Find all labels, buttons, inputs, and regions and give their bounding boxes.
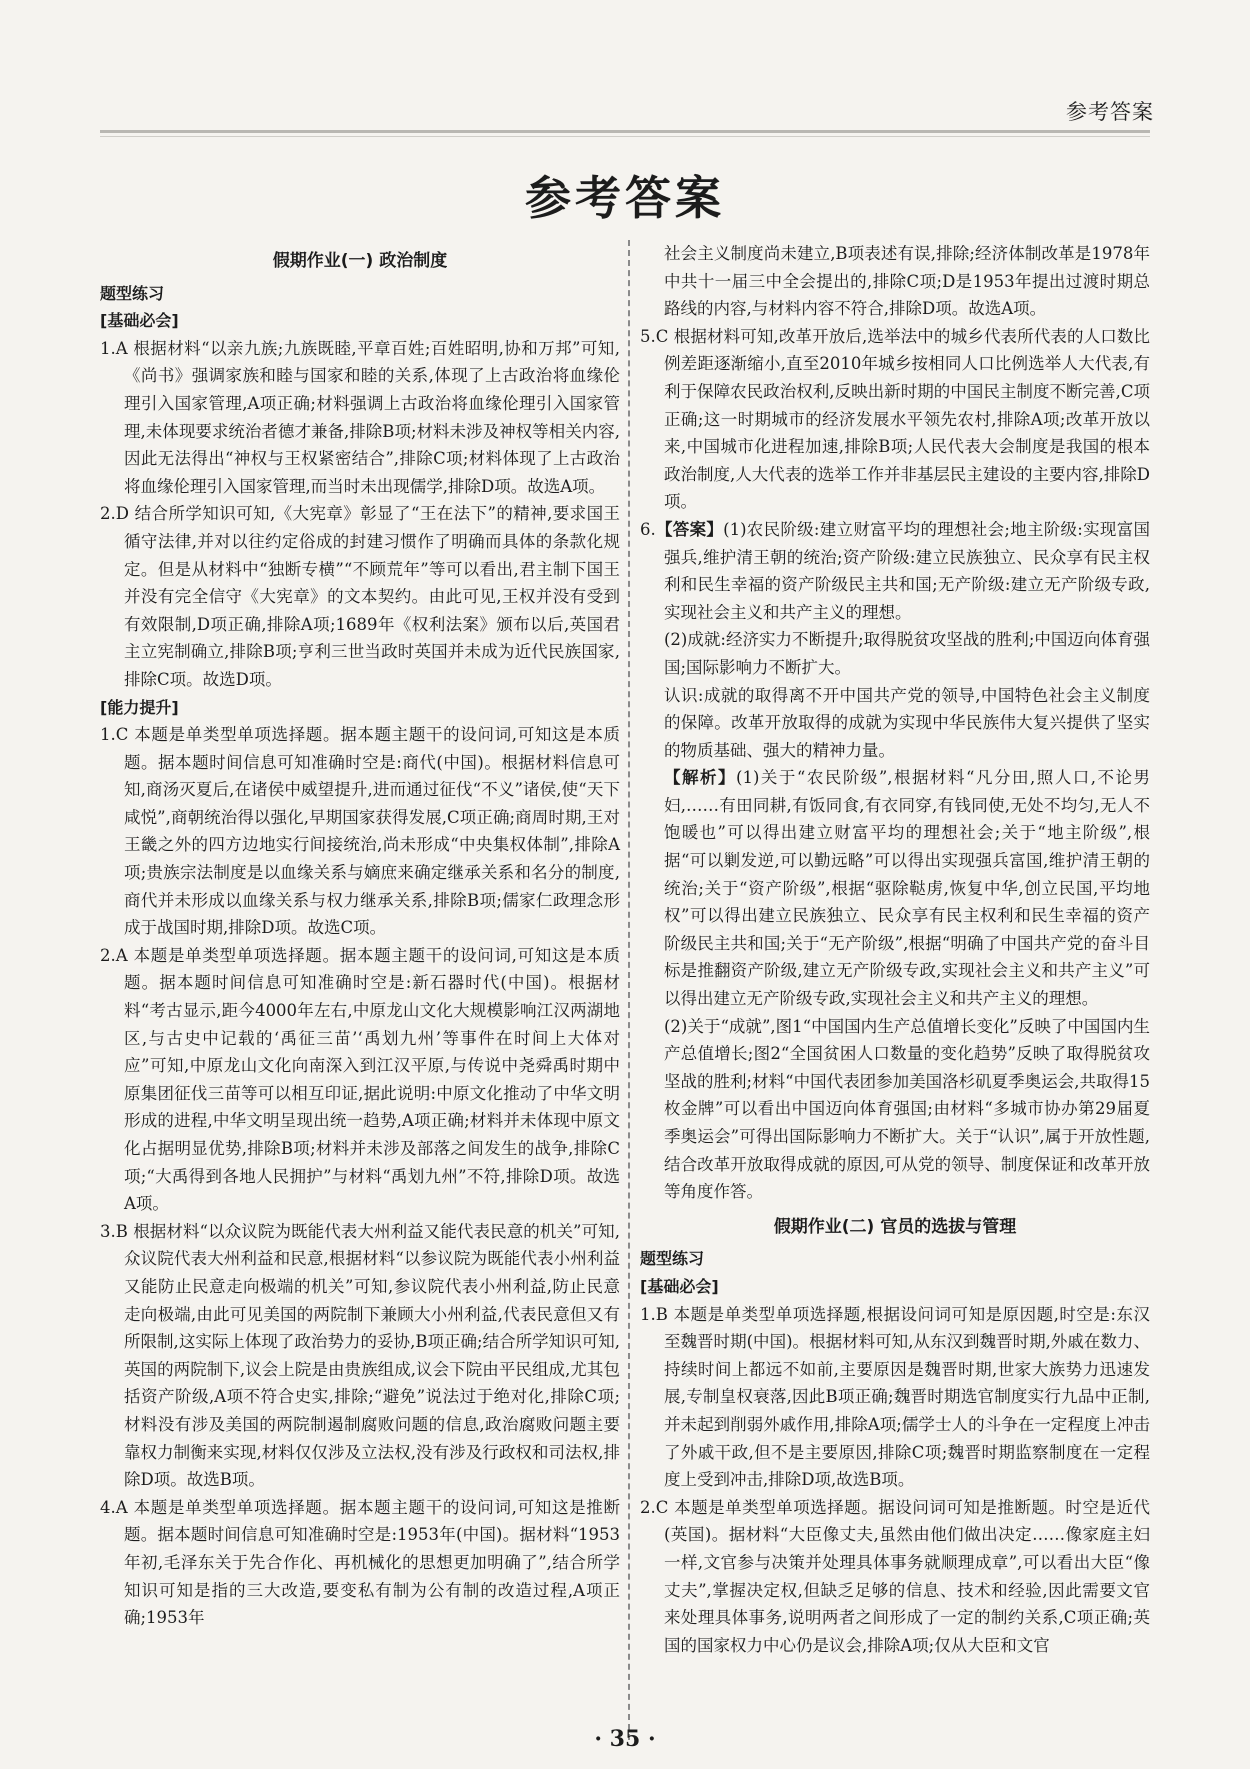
answer-item: 1.A 根据材料“以亲九族;九族既睦,平章百姓;百姓昭明,协和万邦”可知,《尚书》强调家族和睦与国家和睦的关系,体现了上古政治将血缘伦理引入国家管理,A项正确;材料强调上古政治将血缘伦理引入国家管理,未体现要求统治者德才兼备,排除B项;材料未涉及神权等相关内容,因此无法得出“神权与王权紧密结合”,排除C项;材料体现了上古政治将血缘伦理引入国家管理,而当时未出现儒学,排除D项。故选A项。 <box>100 338 620 496</box>
left-column <box>100 240 620 1632</box>
answer-item: 3.B 根据材料“以众议院为既能代表大州利益又能代表民意的机关”可知,众议院代表大州利益和民意,根据材料“以参议院为既能代表小州利益又能防止民意走向极端的机关”可知,参议院代表小州利益,防止民意走向极端,由此可见美国的两院制下兼顾大小州利益,代表民意但又有所限制,这实际上体现了政治势力的妥协,B项正确;结合所学知识可知,英国的两院制下,议会上院是由贵族组成,议会下院由平民组成,尤其包括资产阶级,A项不符合史实,排除;“避免”说法过于绝对化,排除C项;材料没有涉及美国的两院制遏制腐败问题的信息,政治腐败问题主要靠权力制衡来实现,材料仅仅涉及立法权,没有涉及行政权和司法权,排除D项。故选B项。 <box>100 1221 620 1490</box>
answer-item: 1.B 本题是单类型单项选择题,根据设问词可知是原因题,时空是:东汉至魏晋时期(中国)。根据材料可知,从东汉到魏晋时期,外戚在数力、持续时间上都远不如前,主要原因是魏晋时期,世家大族势力迅速发展,专制皇权衰落,因此B项正确;魏晋时期选官制度实行九品中正制,并未起到削弱外戚作用,排除A项;儒学士人的斗争在一定程度上冲击了外戚干政,但不是主要原因,排除C项;魏晋时期监察制度在一定程度上受到冲击,排除D项,故选B项。 <box>640 1304 1150 1490</box>
analysis-tag: 【解析】 <box>664 768 737 788</box>
section-title-1: 假期作业(一) 政治制度 <box>272 251 448 271</box>
item-number: 6. <box>640 519 656 539</box>
answer-item: 4.A 本题是单类型单项选择题。据本题主题干的设问词,可知这是推断题。据本题时间信息可知准确时空是:1953年(中国)。据材料“1953年初,毛泽东关于先合作化、再机械化的思想更加明确了”,结合所学知识可知是指的三大改造,要变私有制为公有制的改造过程,A项正确;1953年 <box>100 1497 620 1628</box>
basic-label: [基础必会] <box>100 311 179 331</box>
answer-item: 2.D 结合所学知识可知,《大宪章》彰显了“王在法下”的精神,要求国王循守法律,并对以往约定俗成的封建习惯作了明确而具体的条款化规定。但是从材料中“独断专横”“不顾荒年”等可以看出,君主制下国王并没有完全信守《大宪章》的文本契约。由此可见,王权并没有受到有效限制,D项正确,排除A项;1689年《权利法案》颁布以后,英国君主立宪制确立,排除B项;亨利三世当政时英国并未成为近代民族国家,排除C项。故选D项。 <box>100 504 620 689</box>
answer-text: 认识:成就的取得离不开中国共产党的领导,中国特色社会主义制度的保障。改革开放取得的成就为实现中华民族伟大复兴提供了坚实的物质基础、强大的精神力量。 <box>664 685 1150 760</box>
answer-tag: 【答案】 <box>655 519 724 539</box>
answer-item: 2.A 本题是单类型单项选择题。据本题主题干的设问词,可知这是本质题。据本题时间信息可知准确时空是:新石器时代(中国)。根据材料“考古显示,距今4000年左右,中原龙山文化大规模影响江汉两湖地区,与古史中记载的‘禹征三苗’‘禹划九州’等事件在时间上大体对应”可知,中原龙山文化向南深入到江汉平原,与传说中尧舜禹时期中原集团征伐三苗等可以相互印证,据此说明:中原文化推动了中华文明形成的进程,中华文明呈现出统一趋势,A项正确;材料并未体现中原文化占据明显优势,排除B项;材料并未涉及部落之间发生的战争,排除C项;“大禹得到各地人民拥护”与材料“禹划九州”不符,排除D项。故选A项。 <box>100 945 620 1214</box>
analysis-block <box>640 764 1150 1012</box>
practice-heading: 题型练习 <box>100 283 165 303</box>
page-title: 参考答案 <box>525 171 725 225</box>
header-rule <box>100 130 1150 133</box>
analysis-text: (1)关于“农民阶级”,根据材料“凡分田,照人口,不论男妇,……有田同耕,有饭同食,有衣同穿,有钱同使,无处不均匀,无人不饱暖也”可以得出建立财富平均的理想社会;关于“地主阶级”,根据“可以剿发逆,可以勤远略”可以得出实现强兵富国,维护清王朝的统治;关于“资产阶级”,根据“驱除鞑虏,恢复中华,创立民国,平均地权”可以得出建立民族独立、民众享有民主权利和民生幸福的资产阶级民主共和国;关于“无产阶级”,根据“明确了中国共产党的奋斗目标是推翻资产阶级,建立无产阶级专政,实现社会主义和共产主义”可以得出建立无产阶级专政,实现社会主义和共产主义的理想。 <box>664 768 1150 1009</box>
analysis-text: (2)关于“成就”,图1“中国国内生产总值增长变化”反映了中国国内生产总值增长;图2“全国贫困人口数量的变化趋势”反映了取得脱贫攻坚战的胜利;材料“中国代表团参加美国洛杉矶夏季奥运会,共取得15枚金牌”可以看出中国迈向体育强国;由材料“多城市协办第29届夏季奥运会”可得出国际影响力不断扩大。关于“认识”,属于开放性题,结合改革开放取得成就的原因,可从党的领导、制度保证和改革开放等角度作答。 <box>664 1016 1150 1202</box>
basic-label: [基础必会] <box>640 1276 719 1296</box>
answer-item-6 <box>640 516 1150 626</box>
continued-text: 社会主义制度尚未建立,B项表述有误,排除;经济体制改革是1978年中共十一届三中全会提出的,排除C项;D是1953年提出过渡时期总路线的内容,与材料内容不符合,排除D项。故选A项。 <box>664 244 1150 319</box>
answer-item: 2.C 本题是单类型单项选择题。据设问词可知是推断题。时空是近代(英国)。据材料“大臣像丈夫,虽然由他们做出决定……像家庭主妇一样,文官参与决策并处理具体事务就顺理成章”,可以看出大臣“像丈夫”,掌握决定权,但缺乏足够的信息、技术和经验,因此需要文官来处理具体事务,说明两者之间形成了一定的制约关系,C项正确;英国的国家权力中心仍是议会,排除A项;仅从大臣和文官 <box>640 1497 1150 1655</box>
ability-label: [能力提升] <box>100 697 179 717</box>
page-number: · 35 · <box>594 1726 656 1752</box>
running-header: 参考答案 <box>1066 100 1154 124</box>
answer-item: 5.C 根据材料可知,改革开放后,选举法中的城乡代表所代表的人口数比例差距逐渐缩小,直至2010年城乡按相同人口比例选举人大代表,有利于保障农民政治权利,反映出新时期的中国民主制度不断完善,C项正确;这一时期城市的经济发展水平领先农村,排除A项;改革开放以来,中国城市化进程加速,排除B项;人民代表大会制度是我国的根本政治制度,人大代表的选举工作并非基层民主建设的主要内容,排除D项。 <box>640 326 1150 512</box>
right-column <box>640 240 1150 1659</box>
answer-text: (1)农民阶级:建立财富平均的理想社会;地主阶级:实现富国强兵,维护清王朝的统治;资产阶级:建立民族独立、民众享有民主权利和民生幸福的资产阶级民主共和国;无产阶级:建立无产阶级专政,实现社会主义和共产主义的理想。 <box>664 519 1150 622</box>
section-title-2: 假期作业(二) 官员的选拔与管理 <box>773 1216 1017 1237</box>
answer-item: 1.C 本题是单类型单项选择题。据本题主题干的设问词,可知这是本质题。据本题时间信息可知准确时空是:商代(中国)。根据材料信息可知,商汤灭夏后,在诸侯中威望提升,进而通过征伐“不义”诸侯,使“天下咸悦”,商朝统治得以强化,早期国家获得发展,C项正确;商周时期,王对王畿之外的四方边地实行间接统治,尚未形成“中央集权体制”,排除A项;贵族宗法制度是以血缘关系与嫡庶来确定继承关系和名分的制度,商代并未形成以血缘关系与权力继承关系,排除B项;儒家仁政理念形成于战国时期,排除D项。故选C项。 <box>100 725 620 938</box>
answer-text: (2)成就:经济实力不断提升;取得脱贫攻坚战的胜利;中国迈向体育强国;国际影响力不断扩大。 <box>664 630 1150 677</box>
practice-heading: 题型练习 <box>640 1249 705 1269</box>
header-rule-thin <box>100 136 1150 137</box>
column-divider <box>628 240 630 1740</box>
